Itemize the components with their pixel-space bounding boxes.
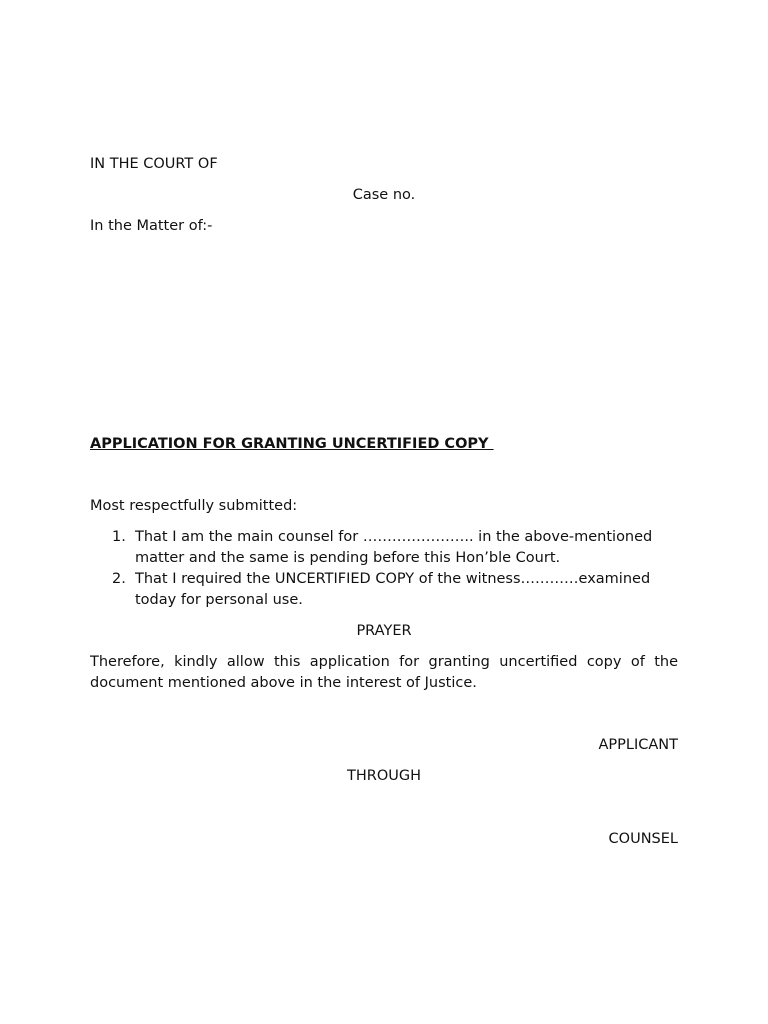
list-item-number: 1. [112, 529, 126, 545]
submission-intro: Most respectfully submitted: [90, 498, 298, 514]
court-heading: IN THE COURT OF [90, 156, 218, 172]
counsel-label: COUNSEL [608, 831, 678, 847]
matter-label: In the Matter of:- [90, 218, 213, 234]
document-title: APPLICATION FOR GRANTING UNCERTIFIED COPY [90, 436, 494, 452]
list-item-text: That I am the main counsel for ………………….. in the above-mentioned matter and the same is pending before this Hon’ble Court. [135, 529, 653, 566]
list-item-number: 2. [112, 571, 126, 587]
list-item [90, 527, 678, 569]
list-item-text: That I required the UNCERTIFIED COPY of the witness…………examined today for personal use. [135, 571, 651, 608]
case-number: Case no. [352, 187, 416, 203]
applicant-label: APPLICANT [598, 737, 678, 753]
submission-points-list [90, 527, 678, 611]
list-item [90, 569, 678, 611]
prayer-heading: PRAYER [356, 623, 412, 639]
through-label: THROUGH [346, 768, 421, 784]
prayer-text: Therefore, kindly allow this application for granting uncertified copy of the document mentioned above in the interest of Justice. [90, 654, 678, 691]
